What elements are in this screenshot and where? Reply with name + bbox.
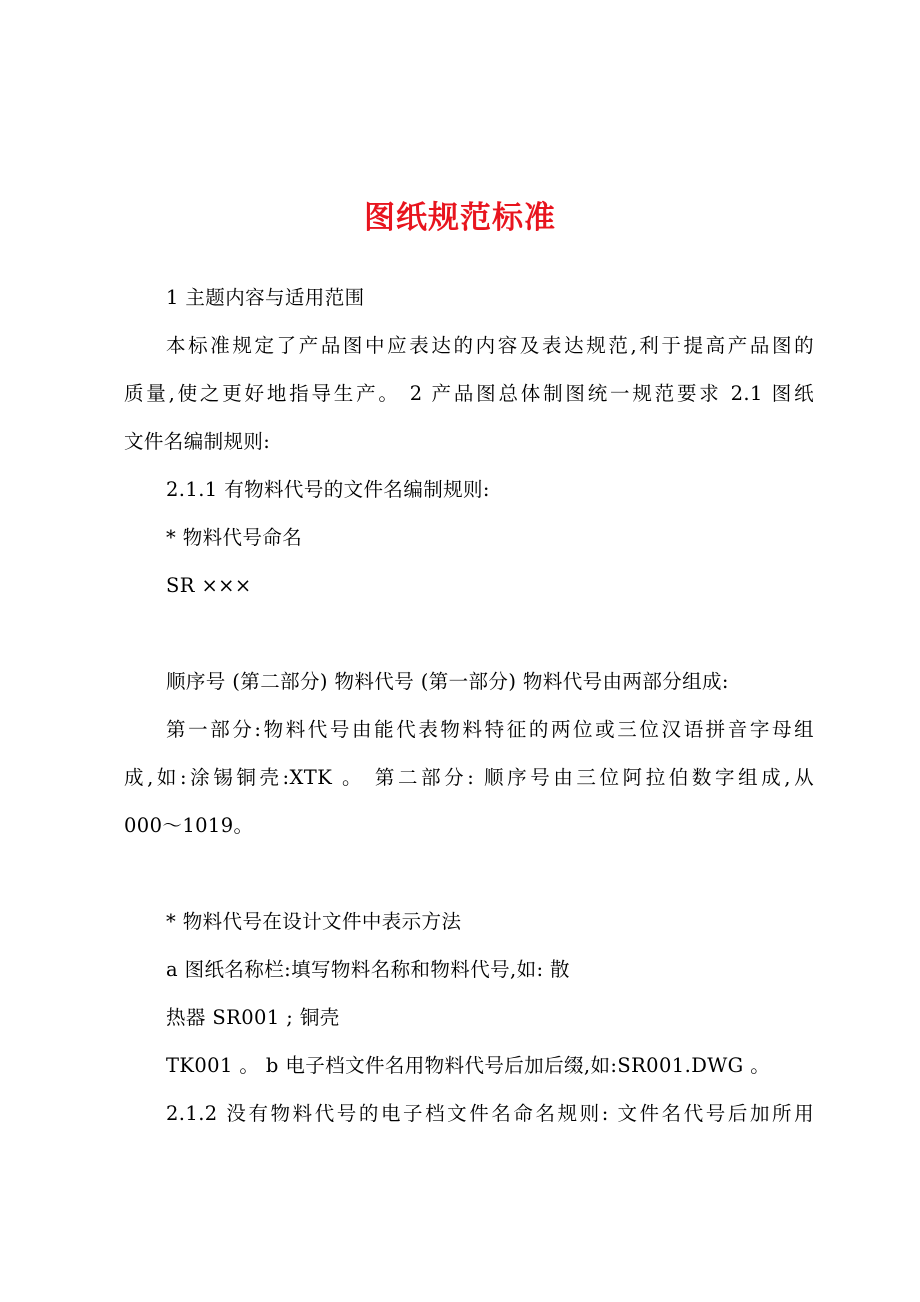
paragraph-line: TK001 。 b 电子档文件名用物料代号后加后缀,如:SR001.DWG 。 [166,1054,771,1077]
subsection-heading-2-1-2: 2.1.2 没有物料代号的电子档文件名命名规则: 文件名代号后加所用 [166,1102,814,1125]
bullet-item: * 物料代号在设计文件中表示方法 [166,910,462,933]
paragraph-line: 第一部分:物料代号由能代表物料特征的两位或三位汉语拼音字母组 [166,718,814,741]
paragraph-line: 本标准规定了产品图中应表达的内容及表达规范,利于提高产品图的 [166,334,814,357]
paragraph-line: 顺序号 (第二部分) 物料代号 (第一部分) 物料代号由两部分组成: [166,670,729,693]
subsection-heading-2-1-1: 2.1.1 有物料代号的文件名编制规则: [166,478,490,501]
paragraph-line: a 图纸名称栏:填写物料名称和物料代号,如: 散 [166,958,570,981]
section-heading-1: 1 主题内容与适用范围 [166,286,365,309]
paragraph-line: 000～1019。 [124,814,254,837]
document-title: 图纸规范标准 [364,200,556,236]
paragraph-line: 成,如:涂锡铜壳:XTK 。 第二部分: 顺序号由三位阿拉伯数字组成,从 [124,766,814,789]
bullet-item: * 物料代号命名 [166,526,303,549]
paragraph-line: 质量,使之更好地指导生产。 2 产品图总体制图统一规范要求 2.1 图纸 [124,382,814,405]
code-pattern: SR ××× [166,574,252,597]
paragraph-line: 文件名编制规则: [124,430,271,453]
paragraph-line: 热器 SR001 ; 铜壳 [166,1006,340,1029]
